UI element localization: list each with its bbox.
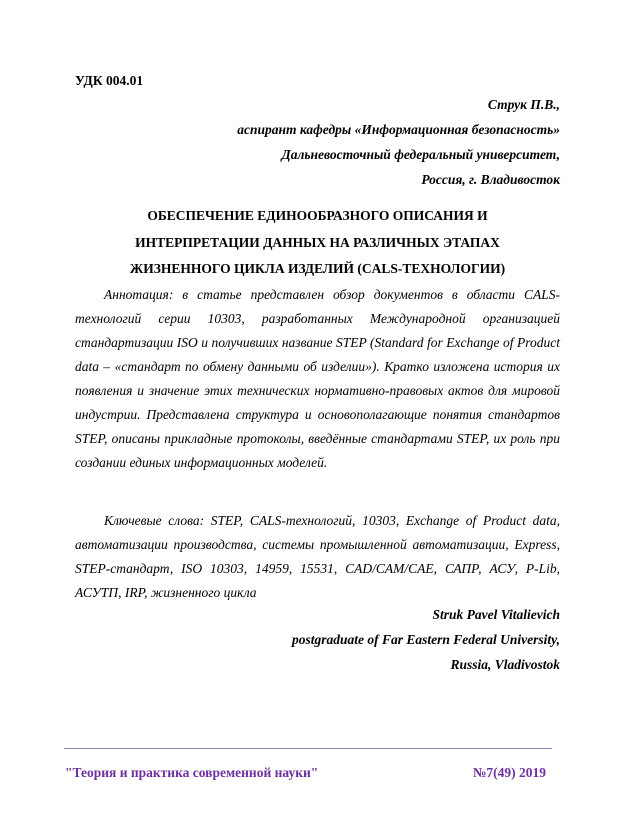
author-position-en: postgraduate of Far Eastern Federal University, bbox=[291, 632, 560, 647]
udk-code: УДК 004.01 bbox=[75, 73, 144, 88]
title-line-1: ОБЕСПЕЧЕНИЕ ЕДИНООБРАЗНОГО ОПИСАНИЯ И bbox=[147, 208, 488, 223]
abstract-paragraph bbox=[75, 283, 560, 475]
title-line-2: ИНТЕРПРЕТАЦИИ ДАННЫХ НА РАЗЛИЧНЫХ ЭТАПАХ bbox=[135, 234, 500, 250]
author-location-en: Russia, Vladivostok bbox=[450, 657, 560, 672]
footer-divider bbox=[64, 748, 552, 749]
footer-issue-number: №7(49) 2019 bbox=[472, 765, 546, 780]
author-position-ru: аспирант кафедры «Информационная безопасность» bbox=[237, 122, 560, 137]
author-location-ru: Россия, г. Владивосток bbox=[421, 172, 560, 187]
abstract-text: в статье представлен обзор документов в области CALS-технологий серии 10303, разработанных Международной организацией стандартизации ISO и получивших название STEP (Standard for Exchange of Product data – «стандарт по обмену данными об изделии»). Кратко изложена история их появления и значение этих технических нормативно-правовых актов для мировой индустрии. Представлена структура и основополагающие понятия стандартов STEP, описаны прикладные протоколы, введённые стандартами STEP, их роль при создании единых информационных моделей. bbox=[75, 287, 560, 470]
title-line-3: ЖИЗНЕННОГО ЦИКЛА ИЗДЕЛИЙ (CALS-ТЕХНОЛОГИИ) bbox=[129, 261, 506, 276]
keywords-paragraph bbox=[75, 509, 560, 605]
abstract-label: Аннотация: bbox=[104, 287, 174, 302]
article-title bbox=[75, 203, 560, 283]
author-name-en: Struk Pavel Vitalievich bbox=[432, 607, 560, 622]
author-university-ru: Дальневосточный федеральный университет, bbox=[281, 147, 560, 162]
footer-journal-title: "Теория и практика современной науки" bbox=[65, 765, 319, 780]
keywords-label: Ключевые слова: bbox=[104, 513, 205, 528]
keywords-text: STEP, CALS-технологий, 10303, Exchange of Product data, автоматизации производства, системы промышленной автоматизации, Express, STEP-стандарт, ISO 10303, 14959, 15531, CAD/CAM/CAE, САПР, АСУ, P-Lib, АСУТП, IRP, жизненного цикла bbox=[75, 513, 560, 600]
author-name-ru: Струк П.В., bbox=[487, 97, 560, 112]
